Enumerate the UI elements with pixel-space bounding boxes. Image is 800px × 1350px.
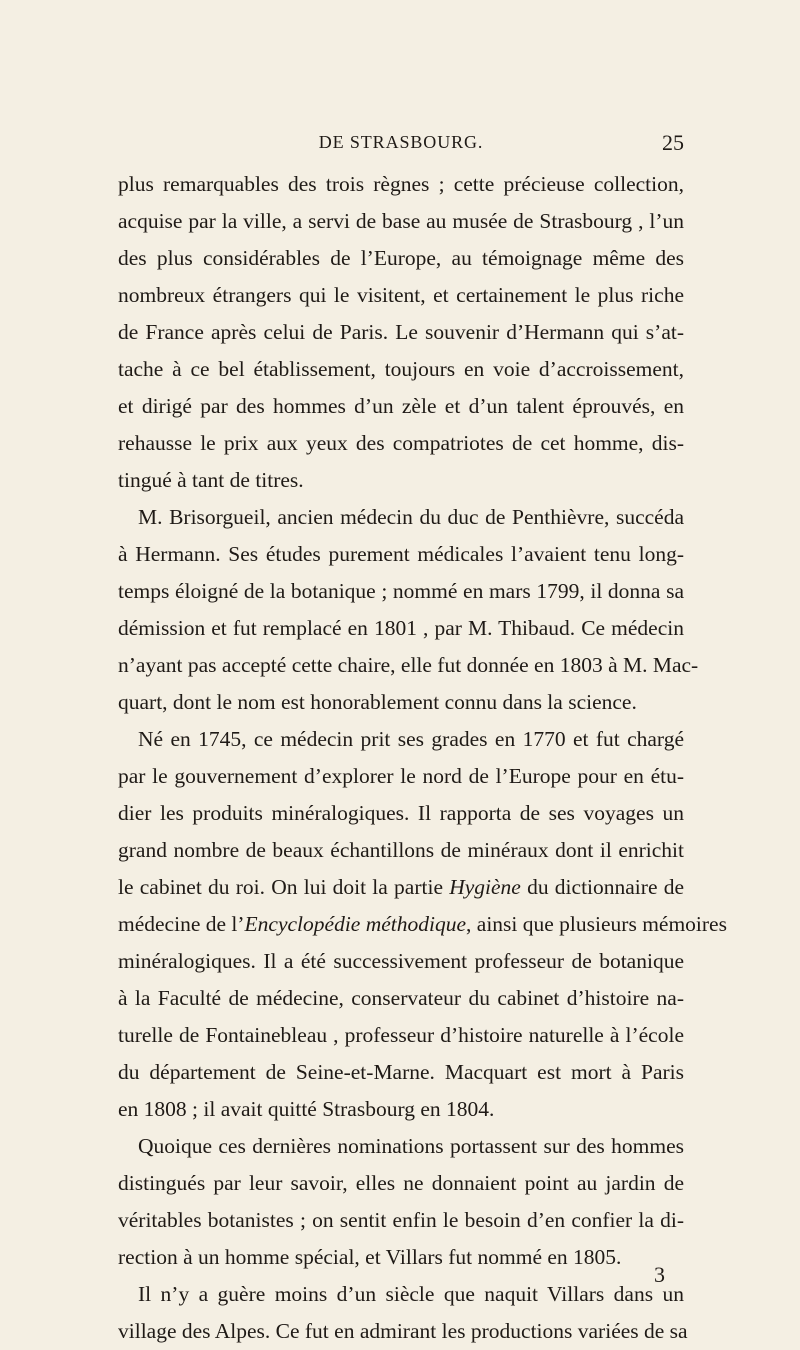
page-number: 25 (662, 130, 684, 155)
text-line: en 1808 ; il avait quitté Strasbourg en 1804. (118, 1097, 495, 1121)
text-line: à Hermann. Ses études purement médicales l’avaient tenu long- (118, 542, 684, 566)
text-line: véritables botanistes ; on sentit enfin le besoin d’en confier la di- (118, 1208, 684, 1232)
text-line: minéralogiques. Il a été successivement professeur de botanique (118, 949, 684, 973)
text-line-mixed (118, 869, 684, 906)
text-line: rection à un homme spécial, et Villars fut nommé en 1805. (118, 1245, 622, 1269)
text-line: Né en 1745, ce médecin prit ses grades en 1770 et fut chargé (138, 727, 684, 751)
text-line: du département de Seine-et-Marne. Macquart est mort à Paris (118, 1060, 684, 1084)
text-line: dier les produits minéralogiques. Il rapporta de ses voyages un (118, 801, 684, 825)
text-line: turelle de Fontainebleau , professeur d’histoire naturelle à l’école (118, 1023, 684, 1047)
text-line: tingué à tant de titres. (118, 468, 304, 492)
text-line: acquise par la ville, a servi de base au musée de Strasbourg , l’un (118, 209, 684, 233)
text-line: temps éloigné de la botanique ; nommé en mars 1799, il donna sa (118, 579, 684, 603)
text-line: de France après celui de Paris. Le souvenir d’Hermann qui s’at- (118, 320, 684, 344)
text-line: nombreux étrangers qui le visitent, et certainement le plus riche (118, 283, 684, 307)
text-line: distingués par leur savoir, elles ne donnaient point au jardin de (118, 1171, 684, 1195)
text-line: Il n’y a guère moins d’un siècle que naquit Villars dans un (138, 1282, 684, 1306)
text-line: démission et fut remplacé en 1801 , par M. Thibaud. Ce médecin (118, 616, 684, 640)
text-line: plus remarquables des trois règnes ; cette précieuse collection, (118, 172, 684, 196)
page-header (118, 132, 684, 162)
text-line: et dirigé par des hommes d’un zèle et d’un talent éprouvés, en (118, 394, 684, 418)
text-line: village des Alpes. Ce fut en admirant les productions variées de sa (118, 1319, 688, 1343)
text-line: n’ayant pas accepté cette chaire, elle fut donnée en 1803 à M. Mac- (118, 653, 699, 677)
text-line: des plus considérables de l’Europe, au témoignage même des (118, 246, 684, 270)
text-line: grand nombre de beaux échantillons de minéraux dont il enrichit (118, 838, 684, 862)
text-line: Quoique ces dernières nominations portassent sur des hommes (138, 1134, 684, 1158)
text-line: par le gouvernement d’explorer le nord de l’Europe pour en étu- (118, 764, 684, 788)
text-segment: médecine de l’ (118, 912, 245, 936)
text-line: tache à ce bel établissement, toujours en voie d’accroissement, (118, 357, 684, 381)
text-line-mixed (118, 906, 727, 943)
signature-mark: 3 (654, 1262, 665, 1287)
text-line: quart, dont le nom est honorablement connu dans la science. (118, 690, 637, 714)
running-title: DE STRASBOURG. (318, 132, 484, 152)
italic-title: Encyclopédie méthodique (244, 912, 467, 936)
text-line: rehausse le prix aux yeux des compatriotes de cet homme, dis- (118, 431, 684, 455)
text-segment: , ainsi que plusieurs mémoires (466, 912, 727, 936)
text-segment: du dictionnaire de (520, 875, 684, 899)
italic-term: Hygiène (449, 875, 521, 899)
text-segment: le cabinet du roi. On lui doit la partie (118, 875, 450, 899)
text-line: M. Brisorgueil, ancien médecin du duc de Penthièvre, succéda (138, 505, 684, 529)
body-text (118, 166, 727, 1350)
text-line: à la Faculté de médecine, conservateur du cabinet d’histoire na- (118, 986, 684, 1010)
